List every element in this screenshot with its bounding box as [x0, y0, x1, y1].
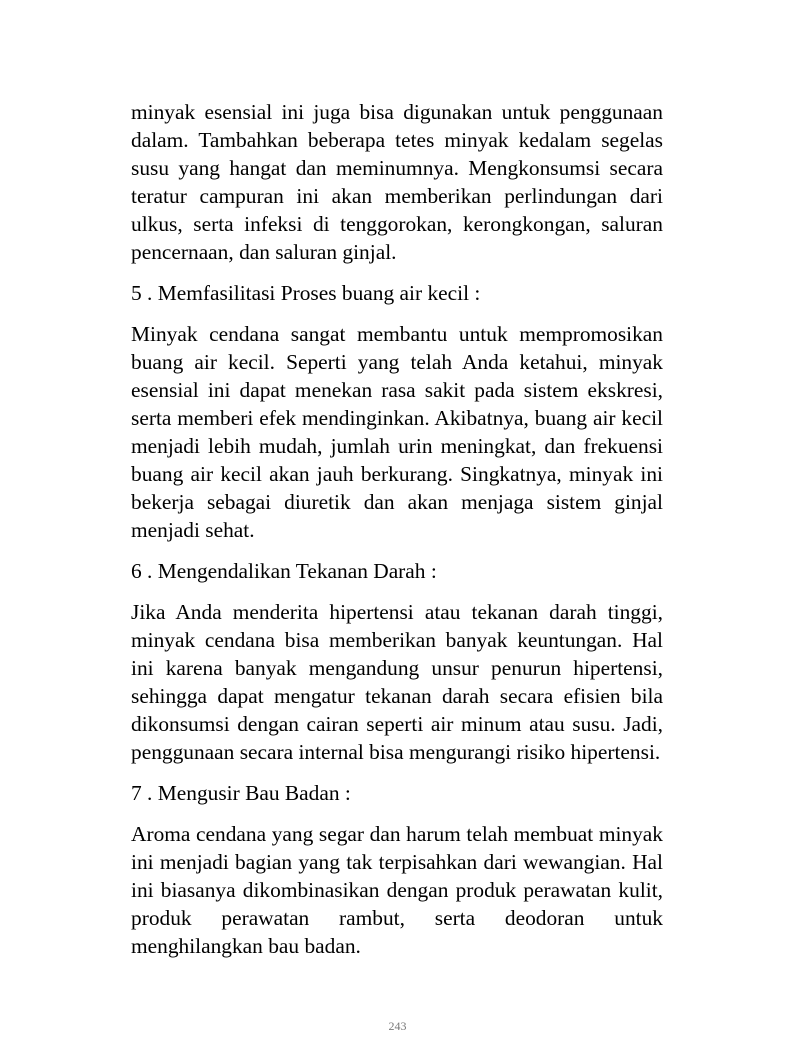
paragraph-section-5: Minyak cendana sangat membantu untuk mempromosikan buang air kecil. Seperti yang telah Anda ketahui, minyak esensial ini dapat menekan rasa sakit pada sistem ekskresi, serta memberi efek mendinginkan. Akibatnya, buang air kecil menjadi lebih mudah, jumlah urin meningkat, dan frekuensi buang air kecil akan jauh berkurang. Singkatnya, minyak ini bekerja sebagai diuretik dan akan menjaga sistem ginjal menjadi sehat. [131, 322, 663, 542]
paragraph-section-6: Jika Anda menderita hipertensi atau tekanan darah tinggi, minyak cendana bisa memberikan banyak keuntungan. Hal ini karena banyak mengandung unsur penurun hipertensi, sehingga dapat mengatur tekanan darah secara efisien bila dikonsumsi dengan cairan seperti air minum atau susu. Jadi, penggunaan secara internal bisa mengurangi risiko hipertensi. [131, 600, 663, 764]
section-heading-7: 7 . Mengusir Bau Badan : [131, 781, 351, 805]
paragraph-section-7: Aroma cendana yang segar dan harum telah membuat minyak ini menjadi bagian yang tak terpisahkan dari wewangian. Hal ini biasanya dikombinasikan dengan produk perawatan kulit, produk perawatan rambut, serta deodoran untuk menghilangkan bau badan. [131, 822, 663, 958]
section-heading-6: 6 . Mengendalikan Tekanan Darah : [131, 559, 437, 583]
paragraph-intro-continued: minyak esensial ini juga bisa digunakan untuk penggunaan dalam. Tambahkan beberapa tetes minyak kedalam segelas susu yang hangat dan meminumnya. Mengkonsumsi secara teratur campuran ini akan memberikan perlindungan dari ulkus, serta infeksi di tenggorokan, kerongkongan, saluran pencernaan, dan saluran ginjal. [131, 100, 663, 264]
page-number: 243 [388, 1019, 407, 1033]
page-content [131, 98, 663, 973]
section-heading-5: 5 . Memfasilitasi Proses buang air kecil : [131, 281, 481, 305]
